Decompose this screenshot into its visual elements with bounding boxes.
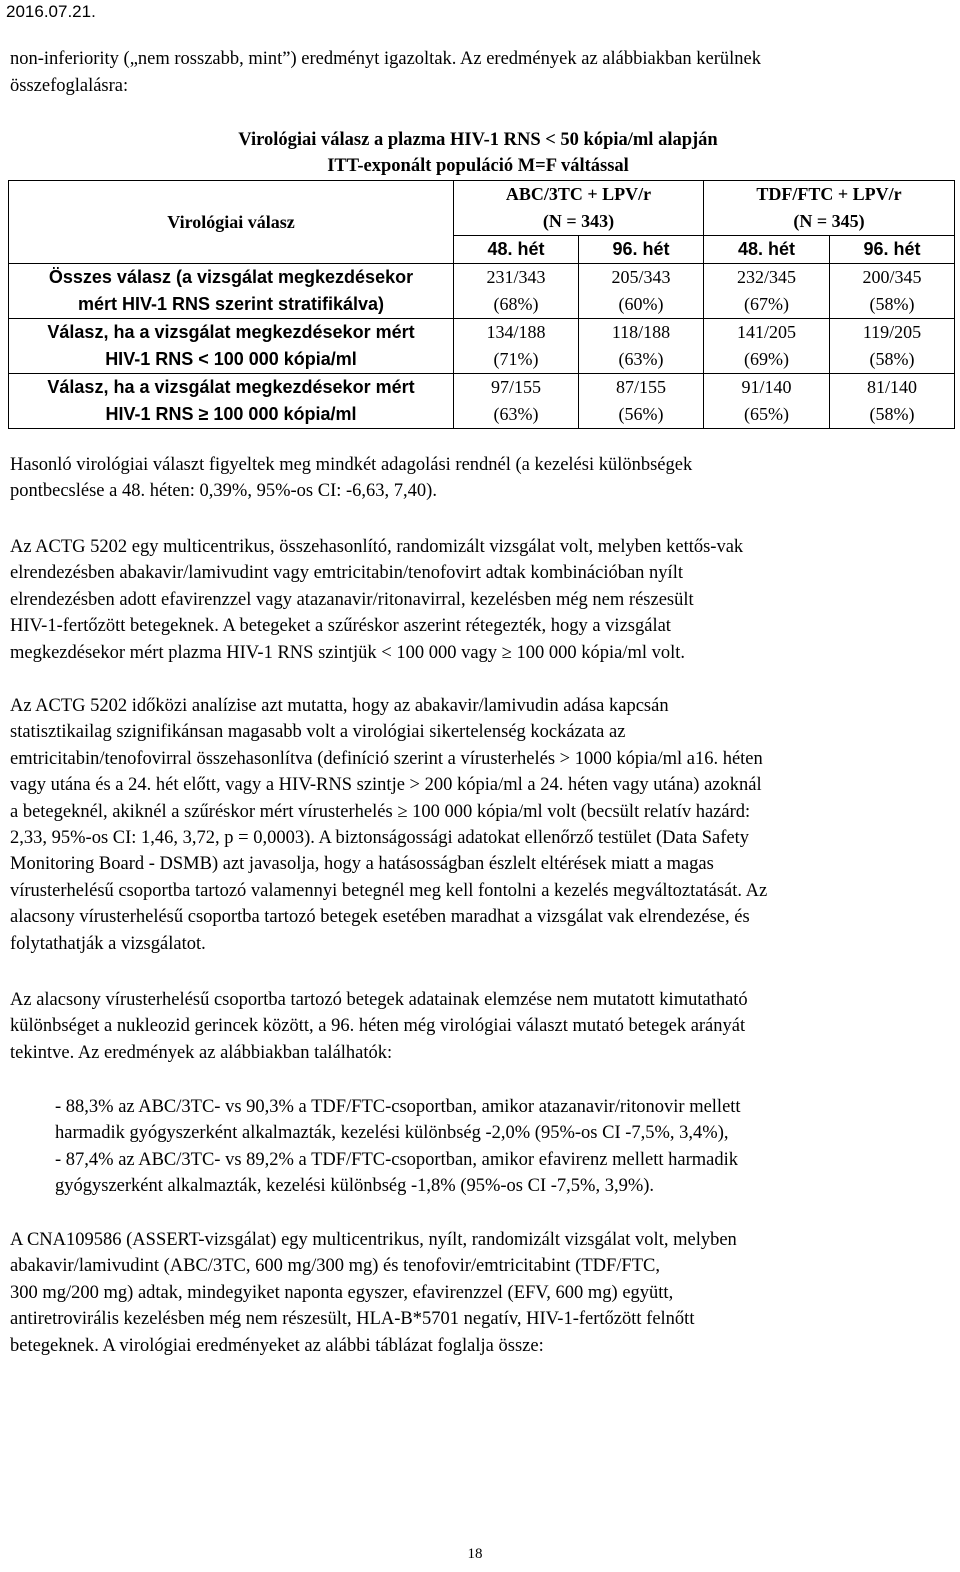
text-line: alacsony vírusterhelésű csoportba tartozó betegek esetében maradhat a vizsgálat vak elrendezése, és [10,907,750,928]
cell-percent: (69%) [744,349,789,369]
cell-percent: (63%) [618,349,664,369]
text-line: abakavir/lamivudint (ABC/3TC, 600 mg/300 mg) és tenofovir/emtricitabint (TDF/FTC, [10,1256,660,1277]
row-label-line: Összes válasz (a vizsgálat megkezdésekor [48,267,414,287]
table-row [9,264,955,319]
text-line: antiretrovirális kezelésben még nem részesült, HLA-B*5701 negatív, HIV-1-fertőzött felnőtt [10,1309,695,1330]
cell-count: 81/140 [867,377,918,397]
row-label-line: HIV-1 RNS ≥ 100 000 kópia/ml [105,404,357,424]
table-cell [454,374,579,429]
cell-percent: (60%) [618,294,664,314]
table-row [9,374,955,429]
cell-count: 87/155 [616,377,667,397]
table-cell [704,264,830,319]
cell-percent: (65%) [744,404,789,424]
table-cell [579,374,704,429]
text-line: emtricitabin/tenofovirral összehasonlítva (definíció szerint a vírusterhelés > 1000 kópia/ml a16. héten [10,748,763,769]
table-caption-subtitle: ITT-exponált populáció M=F váltással [327,156,629,176]
text-line: vagy utána és a 24. hét előtt, vagy a HIV-RNS szintje > 200 kópia/ml a 24. héten vagy utána) azoknál [10,775,762,796]
text-line: különbséget a nukleozid gerincek között, a 96. héten még virológiai választ mutató betegek arányát [10,1016,746,1037]
table-header-row [9,181,955,236]
cell-percent: (58%) [869,349,915,369]
table-cell [704,319,830,374]
table-cell [830,319,955,374]
text-line: Monitoring Board - DSMB) azt javasolja, hogy a hatásosságban észlelt eltérések miatt a magas [10,854,714,875]
row-label [9,374,454,429]
paragraph-low-viral-load [10,987,954,1066]
text-line: a betegeknél, akiknél a szűréskor mért vírusterhelés ≥ 100 000 kópia/ml volt (becsült relatív hazárd: [10,801,751,822]
cell-percent: (71%) [493,349,539,369]
group-n: (N = 343) [542,211,615,231]
cell-count: 97/155 [490,377,541,397]
week-header: 48. hét [704,236,830,264]
text-line: 2,33, 95%-os CI: 1,46, 3,72, p = 0,0003). A biztonságossági adatokat ellenőrző testület (Data Safety [10,828,749,849]
paragraph-actg5202-interim [10,693,954,957]
list-item: - 87,4% az ABC/3TC- vs 89,2% a TDF/FTC-csoportban, amikor efavirenz mellett harmadik [55,1149,738,1170]
week-header: 96. hét [830,236,955,264]
row-label-line: Válasz, ha a vizsgálat megkezdésekor mért [47,377,415,397]
week-header: 48. hét [454,236,579,264]
table-cell [454,264,579,319]
page-number: 18 [467,1546,483,1562]
text-line: összefoglalásra: [10,76,129,96]
table-cell [454,319,579,374]
paragraph-assert-study [10,1227,954,1359]
row-label-line: Válasz, ha a vizsgálat megkezdésekor mért [47,322,415,342]
text-line: HIV-1-fertőzött betegeknek. A betegeket a szűréskor aszerint rétegezték, hogy a vizsgálat [10,616,671,637]
list-item: harmadik gyógyszerként alkalmazták, kezelési különbség -2,0% (95%-os CI -7,5%, 3,4%), [55,1123,729,1144]
row-label-line: mért HIV-1 RNS szerint stratifikálva) [77,294,385,314]
row-label [9,319,454,374]
cell-count: 232/345 [737,267,797,287]
text-line: Az ACTG 5202 egy multicentrikus, összehasonlító, randomizált vizsgálat volt, melyben kettős-vak [10,537,744,557]
text-line: elrendezésben abakavir/lamivudint vagy emtricitabin/tenofovirt adtak kombinációban nyílt [10,563,683,584]
cell-count: 91/140 [741,377,792,397]
list-item: gyógyszerként alkalmazták, kezelési különbség -1,8% (95%-os CI -7,5%, 3,9%). [55,1176,655,1197]
cell-count: 231/343 [486,267,546,287]
text-line: betegeknek. A virológiai eredményeket az alábbi táblázat foglalja össze: [10,1335,544,1356]
text-line: Az alacsony vírusterhelésű csoportba tartozó betegek adatainak elemzése nem mutatott kimutatható [10,990,748,1010]
cell-count: 119/205 [862,322,922,342]
group-header-abc3tc [454,181,704,236]
cell-percent: (68%) [493,294,539,314]
text-line: A CNA109586 (ASSERT-vizsgálat) egy multicentrikus, nyílt, randomizált vizsgálat volt, melyben [10,1230,737,1250]
text-line: vírusterhelésű csoportba tartozó valamennyi betegnél meg kell fontolni a kezelés megváltoztatását. Az [10,880,768,901]
cell-count: 118/188 [611,322,671,342]
table-cell [579,319,704,374]
cell-percent: (56%) [618,404,664,424]
group-n: (N = 345) [793,211,865,231]
table-caption-title: Virológiai válasz a plazma HIV-1 RNS < 50 kópia/ml alapján [238,130,718,150]
text-line: pontbecslése a 48. héten: 0,39%, 95%-os CI: -6,63, 7,40). [10,481,437,502]
cell-count: 134/188 [486,322,546,342]
group-name: TDF/FTC + LPV/r [756,184,902,204]
row-label [9,264,454,319]
table-row [9,319,955,374]
list-item: - 88,3% az ABC/3TC- vs 90,3% a TDF/FTC-csoportban, amikor atazanavir/ritonovir mellett [55,1097,741,1117]
table-cell [704,374,830,429]
week-header: 96. hét [579,236,704,264]
cell-percent: (63%) [493,404,539,424]
results-list [55,1094,955,1200]
text-line: megkezdésekor mért plazma HIV-1 RNS szintjük < 100 000 vagy ≥ 100 000 kópia/ml volt. [10,642,686,663]
cell-count: 141/205 [737,322,797,342]
text-line: tekintve. Az eredmények az alábbiakban találhatók: [10,1042,393,1063]
document-date: 2016.07.21. [6,2,96,21]
table-cell [830,374,955,429]
cell-percent: (58%) [869,404,915,424]
row-header-label: Virológiai válasz [9,181,454,264]
cell-percent: (67%) [744,294,789,314]
text-line: statisztikailag szignifikánsan magasabb volt a virológiai sikertelenség kockázata az [10,722,626,743]
table-cell [579,264,704,319]
text-line: Hasonló virológiai választ figyeltek meg mindkét adagolási rendnél (a kezelési különbségek [10,455,693,475]
text-line: 300 mg/200 mg) adtak, mindegyiket naponta egyszer, efavirenzzel (EFV, 600 mg) együtt, [10,1282,674,1303]
group-header-tdfftc [704,181,955,236]
text-line: folytathatják a vizsgálatot. [10,933,206,954]
paragraph-actg5202-design [10,534,954,666]
group-name: ABC/3TC + LPV/r [505,184,652,204]
row-label-line: HIV-1 RNS < 100 000 kópia/ml [105,349,357,369]
cell-count: 205/343 [611,267,671,287]
text-line: elrendezésben adott efavirenzzel vagy atazanavir/ritonavirral, kezelésben még nem részesült [10,589,694,610]
intro-paragraph [10,46,950,100]
table-cell [830,264,955,319]
cell-percent: (58%) [869,294,915,314]
text-line: non-inferiority („nem rosszabb, mint”) eredményt igazoltak. Az eredmények az alábbiakban kerülnek [10,49,762,69]
text-line: Az ACTG 5202 időközi analízise azt mutatta, hogy az abakavir/lamivudin adása kapcsán [10,696,669,716]
cell-count: 200/345 [862,267,922,287]
paragraph-similar-response [10,452,954,505]
virologic-response-table [8,180,955,429]
